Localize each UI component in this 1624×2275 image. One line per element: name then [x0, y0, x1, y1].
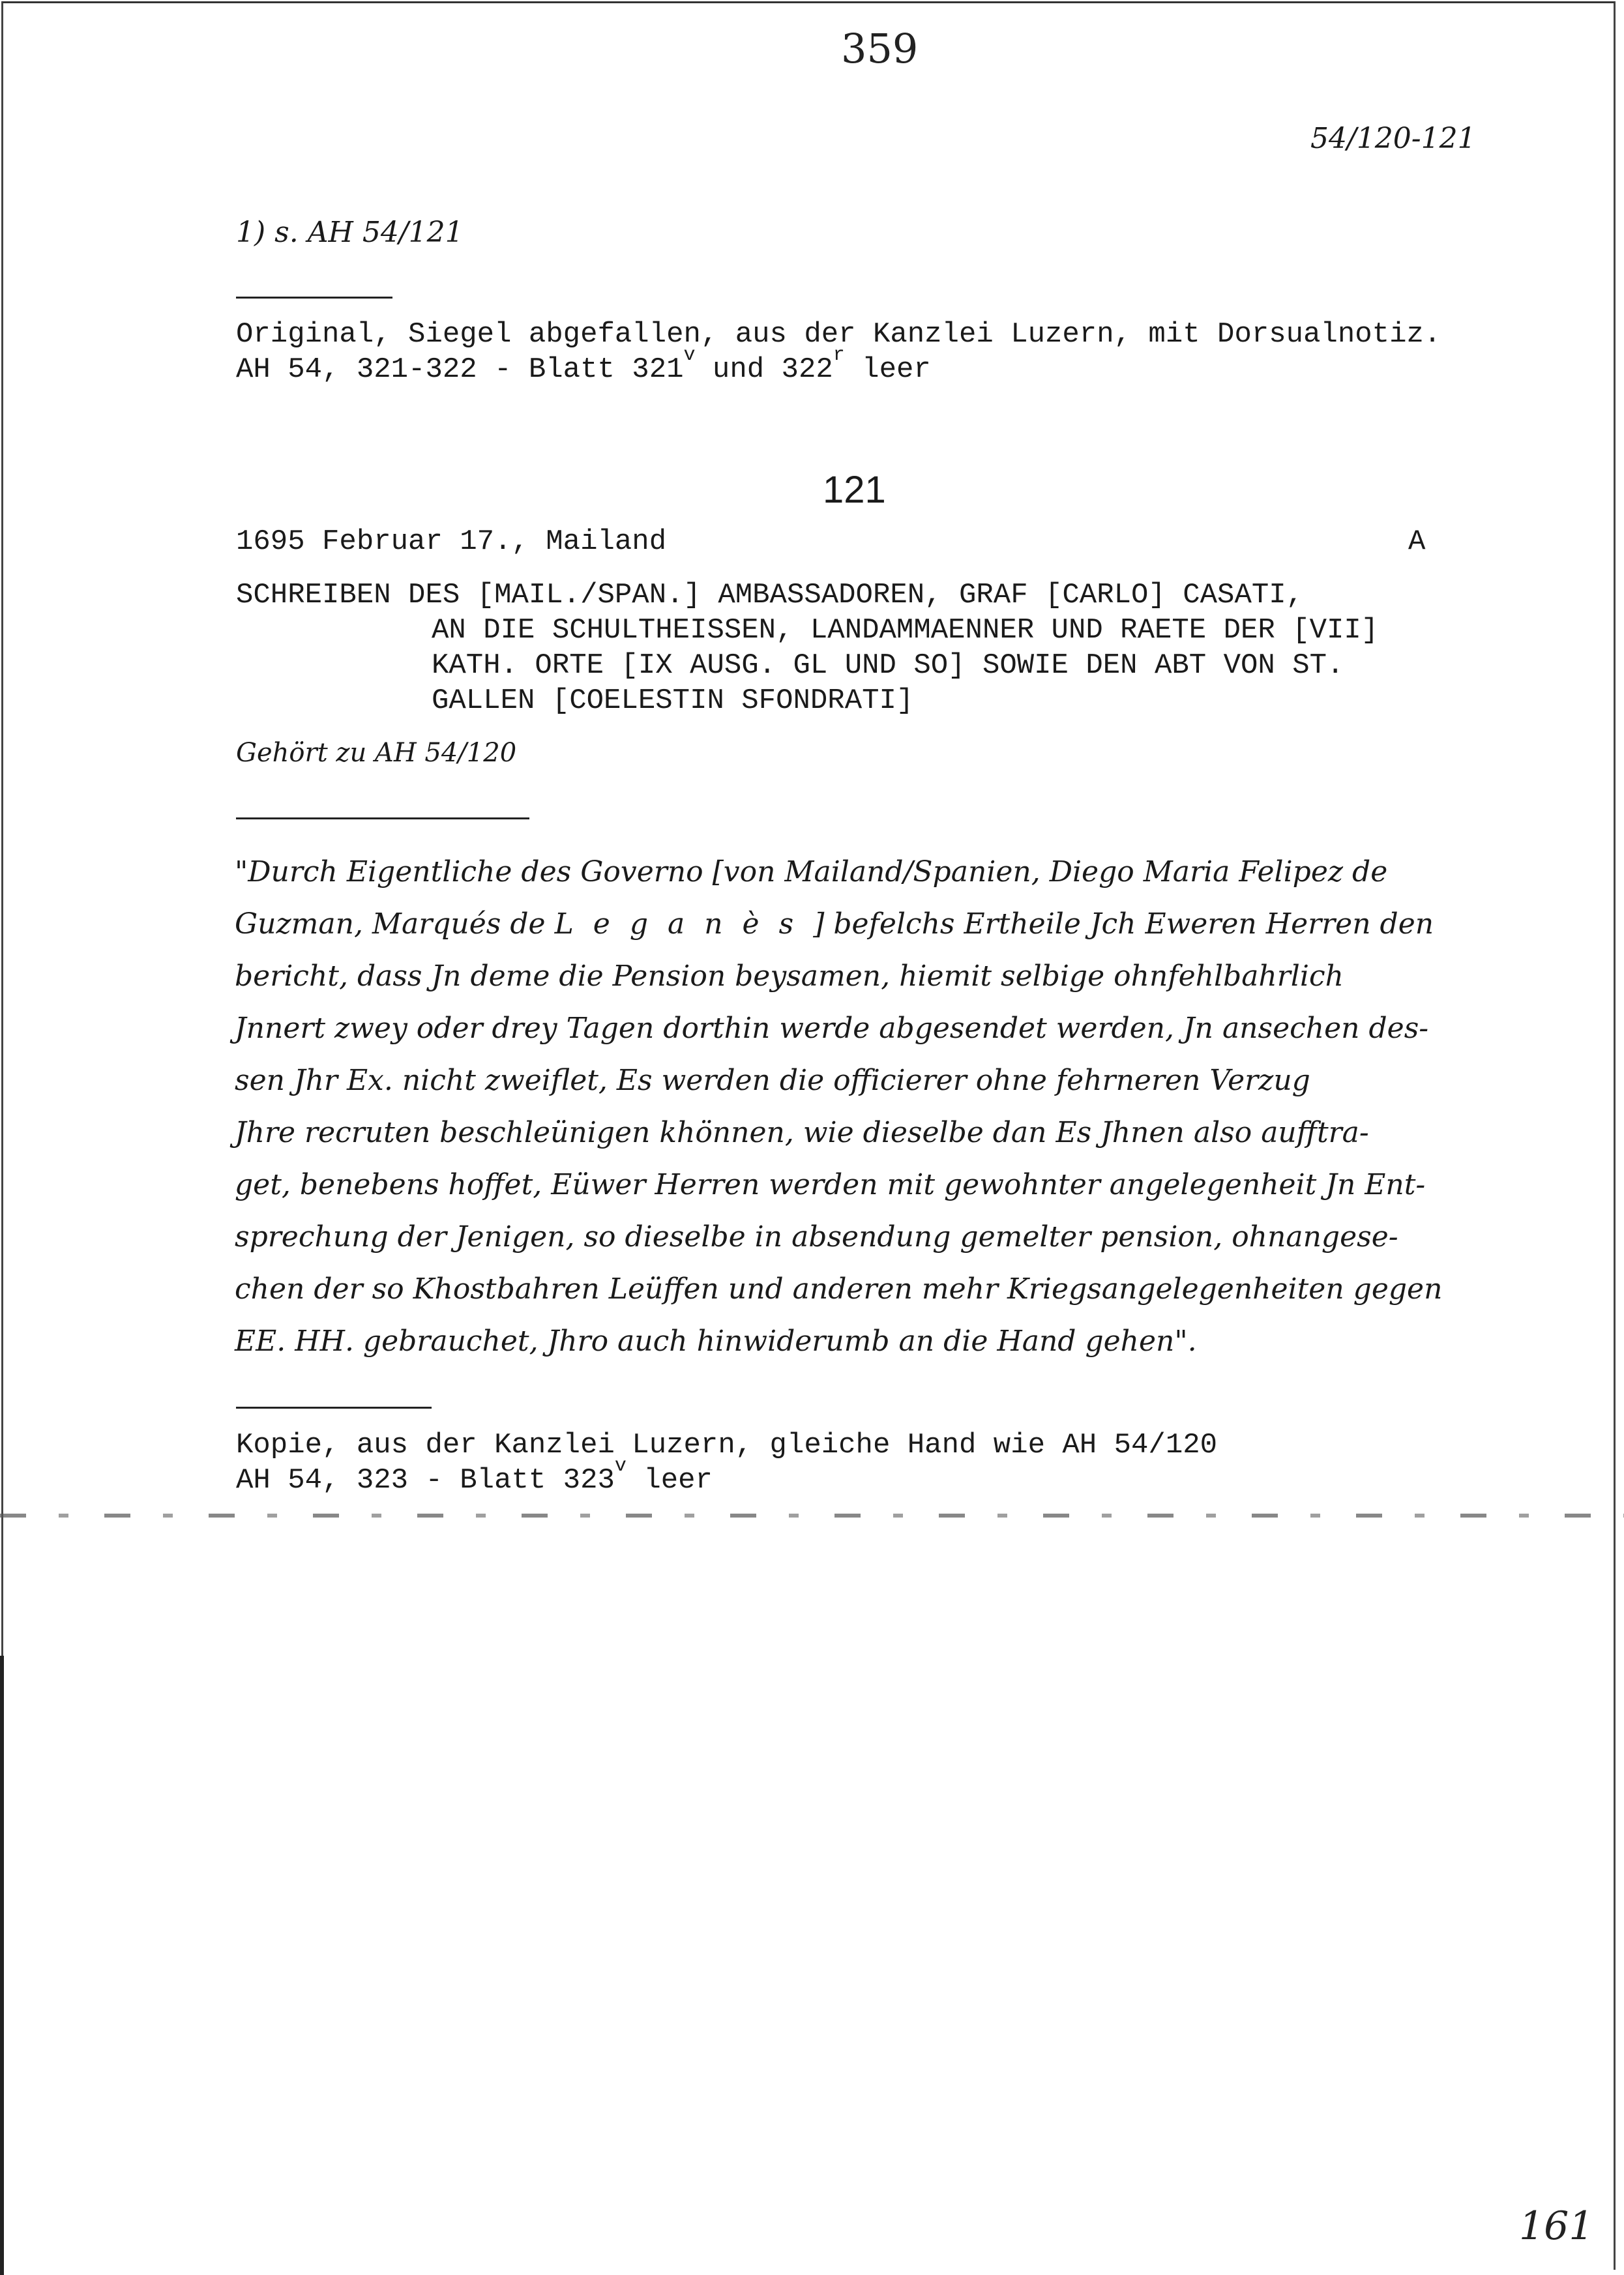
rule-divider-1	[236, 297, 392, 299]
source-prev-text-b: und 322	[695, 353, 833, 386]
reference-top-right: 54/120-121	[1310, 122, 1476, 155]
quote-line-2-a: Guzman, Marqués de	[235, 907, 555, 941]
source-current-sup: v	[614, 1455, 627, 1477]
quote-line-9: chen der so Khostbahren Leüffen und anderen mehr Kriegsangelegenheiten gegen	[235, 1272, 1443, 1306]
belongs-to-note: Gehört zu AH 54/120	[236, 738, 517, 768]
title-line-2: AN DIE SCHULTHEISSEN, LANDAMMAENNER UND RAETE DER [VII]	[432, 614, 1379, 647]
source-prev-sup-1: v	[683, 344, 696, 366]
title-line-3: KATH. ORTE [IX AUSG. GL UND SO] SOWIE DEN ABT VON ST.	[432, 649, 1344, 682]
scan-dashed-line	[0, 1514, 1624, 1518]
quote-line-3: bericht, dass Jn deme die Pension beysamen, hiemit selbige ohnfehlbahrlich	[235, 960, 1344, 993]
date-place: 1695 Februar 17., Mailand	[236, 525, 667, 558]
rule-divider-3	[236, 1407, 432, 1409]
document-number: 121	[823, 469, 886, 511]
quote-line-1: "Durch Eigentliche des Governo [von Mailand/Spanien, Diego Maria Felipez de	[235, 855, 1388, 888]
quote-line-5: sen Jhr Ex. nicht zweiflet, Es werden die officierer ohne fehrneren Verzug	[235, 1064, 1310, 1097]
source-prev-sup-2: r	[833, 344, 845, 366]
quote-line-8: sprechung der Jenigen, so dieselbe in absendung gemelter pension, ohnangese-	[235, 1220, 1398, 1254]
quote-line-4: Jnnert zwey oder drey Tagen dorthin werde abgesendet werden, Jn ansechen des-	[235, 1012, 1429, 1045]
title-line-1: SCHREIBEN DES [MAIL./SPAN.] AMBASSADOREN, GRAF [CARLO] CASATI,	[236, 579, 1304, 611]
title-line-4: GALLEN [COELESTIN SFONDRATI]	[432, 684, 914, 717]
quote-line-2	[235, 898, 1506, 950]
category-letter: A	[1408, 525, 1426, 558]
source-note-current-line1: Kopie, aus der Kanzlei Luzern, gleiche Hand wie AH 54/120	[236, 1429, 1218, 1461]
source-current-text-a: AH 54, 323 - Blatt 323	[236, 1464, 615, 1497]
quote-line-10: EE. HH. gebrauchet, Jhro auch hinwiderumb an die Hand gehen".	[235, 1325, 1197, 1358]
quote-line-6: Jhre recruten beschleünigen khönnen, wie dieselbe dan Es Jhnen also aufftra-	[235, 1116, 1369, 1149]
source-prev-text-c: leer	[844, 353, 931, 386]
quoted-letter-text	[235, 846, 1506, 1368]
handwritten-page-number: 359	[841, 25, 919, 72]
rule-divider-2	[236, 817, 529, 819]
handwritten-folio-number: 161	[1519, 2203, 1594, 2249]
source-note-current-line2	[236, 1455, 713, 1501]
quote-line-7: get, benebens hoffet, Eüwer Herren werden mit gewohnter angelegenheit Jn Ent-	[235, 1168, 1426, 1201]
source-note-prev-line1: Original, Siegel abgefallen, aus der Kanzlei Luzern, mit Dorsualnotiz.	[236, 318, 1441, 351]
footnote: 1) s. AH 54/121	[236, 216, 464, 249]
quote-line-2-spaced-name: Leganès	[554, 907, 814, 941]
source-note-prev-line2	[236, 344, 931, 390]
source-current-text-b: leer	[626, 1464, 713, 1497]
quote-line-2-b: ] befelchs Ertheile Jch Eweren Herren den	[813, 907, 1434, 941]
source-prev-text-a: AH 54, 321-322 - Blatt 321	[236, 353, 684, 386]
scan-left-edge	[0, 1656, 4, 2275]
